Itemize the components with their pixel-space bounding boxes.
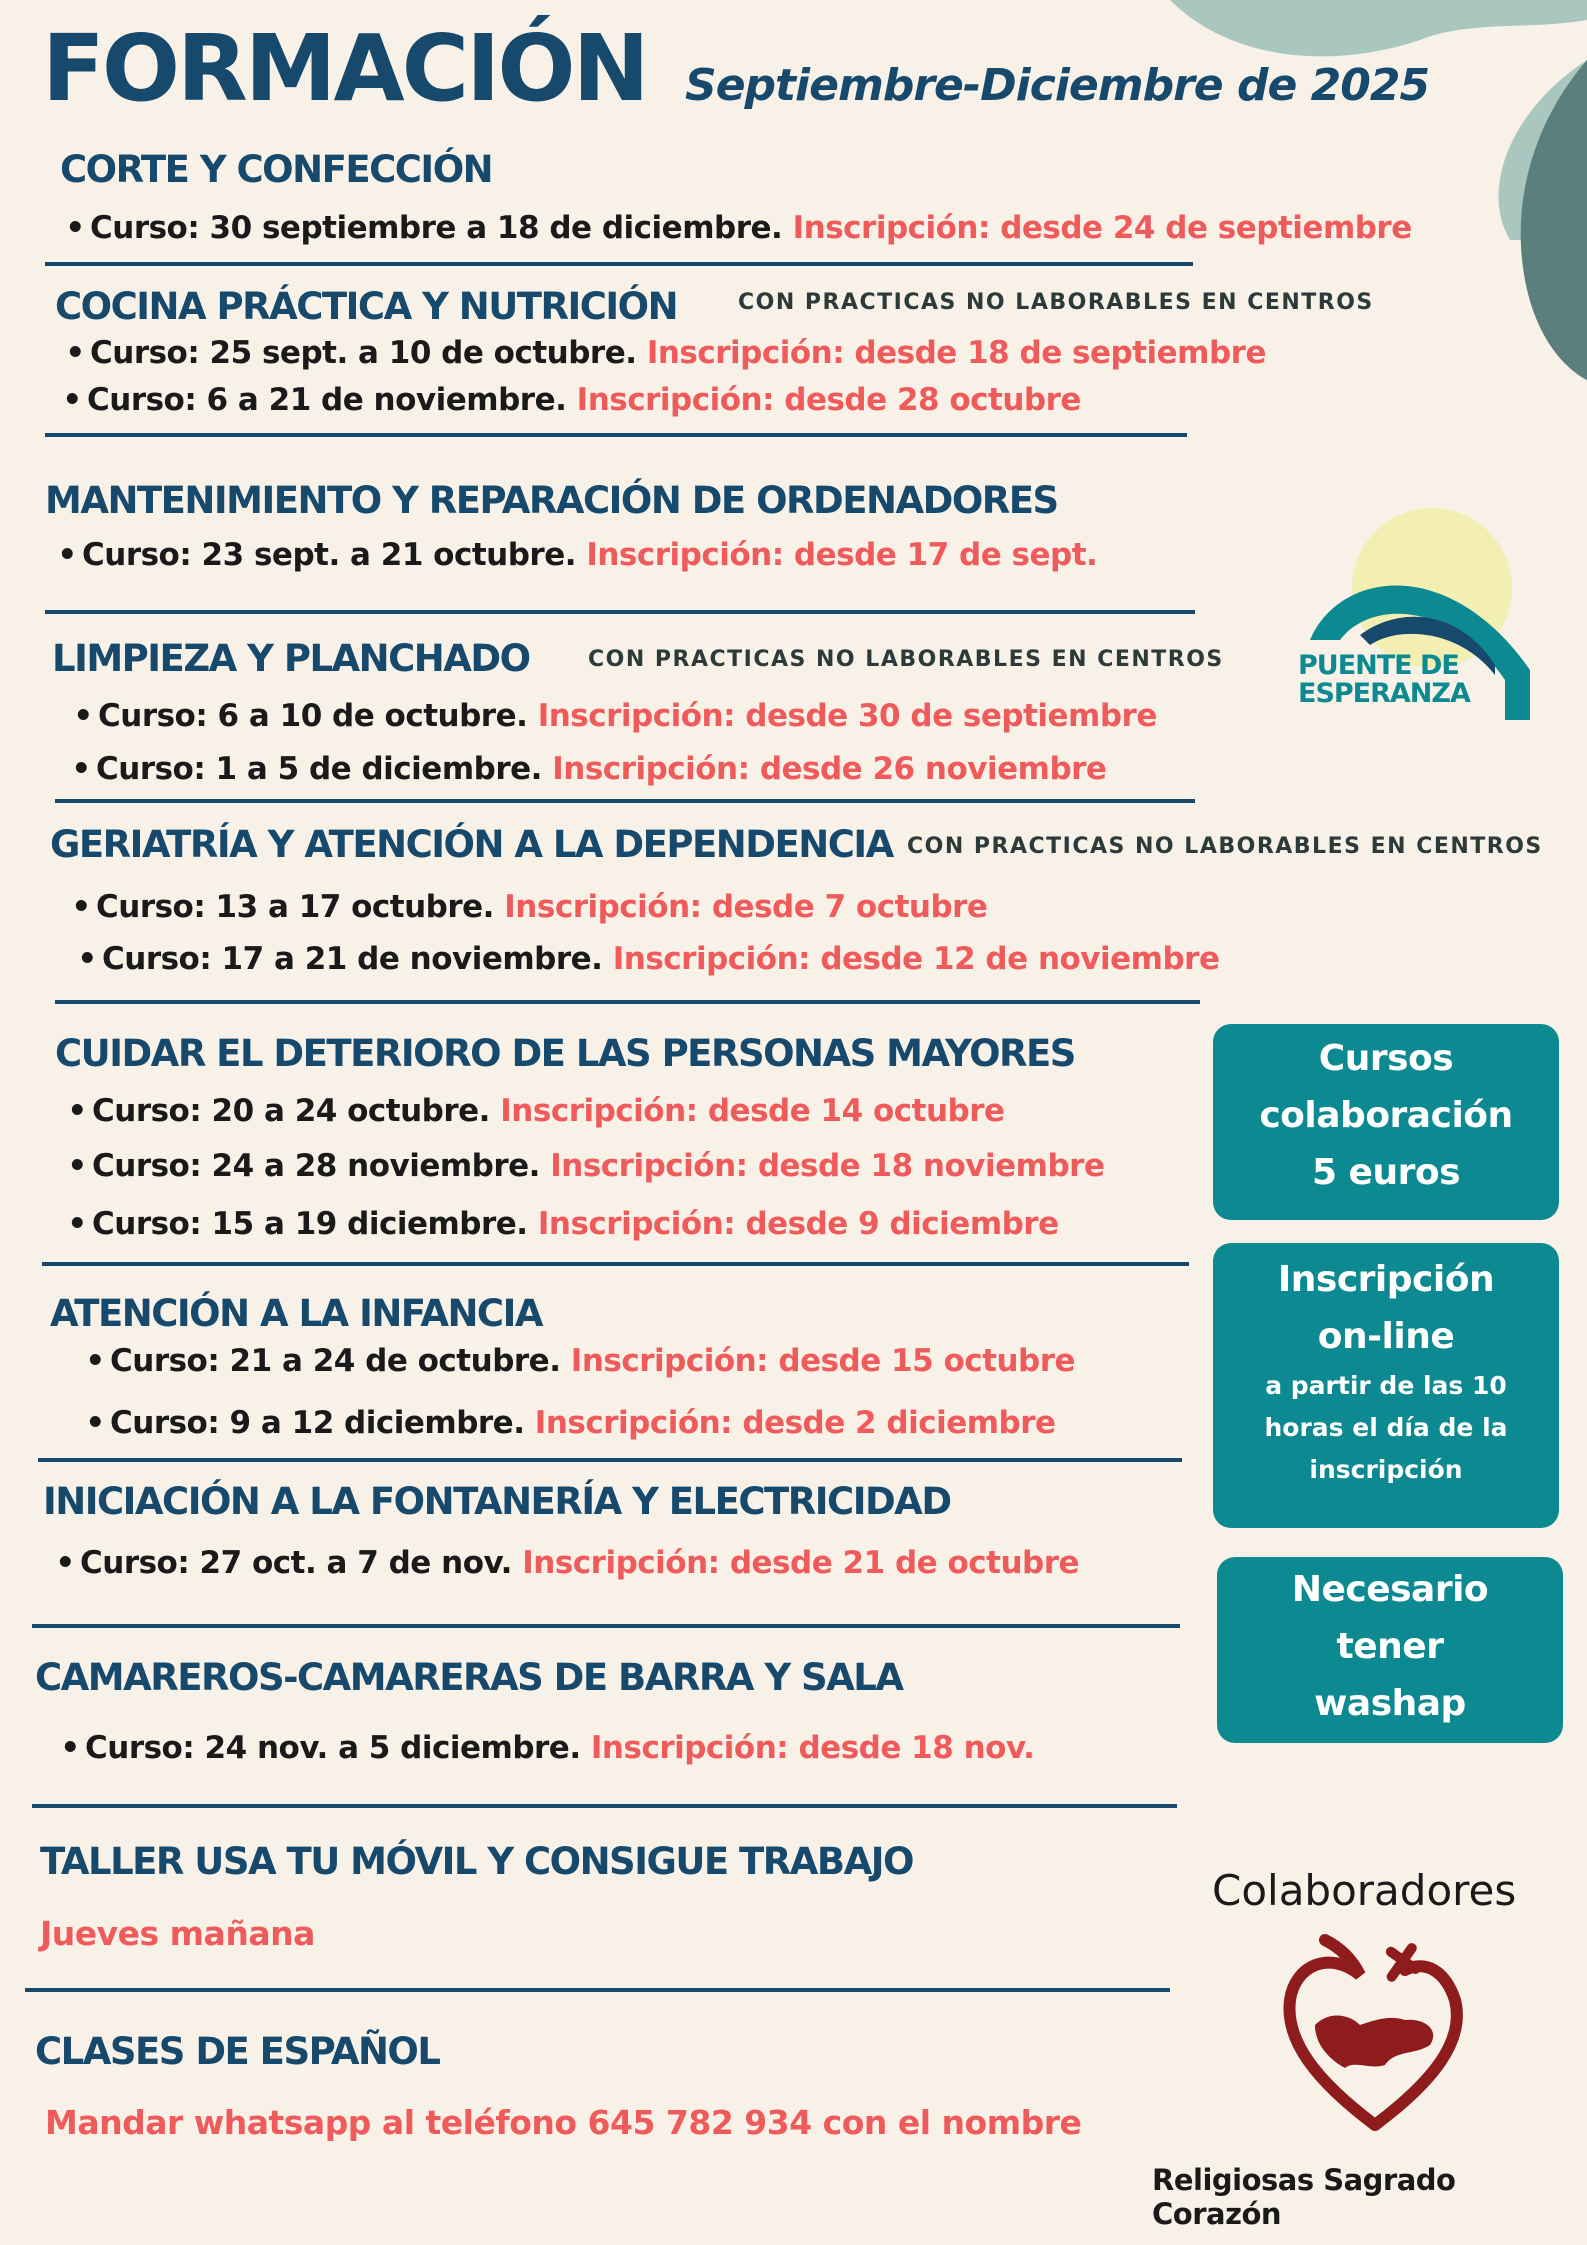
divider <box>55 1000 1200 1004</box>
page-title: FORMACIÓN <box>42 15 647 122</box>
course-line <box>52 537 1097 574</box>
course-dates: Curso: 21 a 24 de octubre. <box>110 1343 561 1379</box>
course-inscription: Inscripción: desde 9 diciembre <box>537 1206 1059 1242</box>
course-line <box>66 889 987 926</box>
bullet-icon: • <box>67 1206 87 1242</box>
course-line <box>80 1405 1056 1442</box>
section-note: CON PRACTICAS NO LABORABLES EN CENTROS <box>907 834 1543 859</box>
logo-line-1: PUENTE DE <box>1298 650 1459 681</box>
course-dates: Curso: 13 a 17 octubre. <box>96 889 494 925</box>
bullet-icon: • <box>77 941 97 977</box>
course-line <box>60 335 1266 372</box>
section-note: CON PRACTICAS NO LABORABLES EN CENTROS <box>738 290 1374 315</box>
info-box-small-line: horas el día de la <box>1264 1413 1508 1442</box>
course-dates: Curso: 27 oct. a 7 de nov. <box>80 1545 512 1581</box>
course-inscription: Inscripción: desde 18 de septiembre <box>646 335 1266 371</box>
course-inscription: Inscripción: desde 18 nov. <box>590 1730 1035 1766</box>
section-title-fontaneria: INICIACIÓN A LA FONTANERÍA Y ELECTRICIDAD <box>43 1480 951 1523</box>
divider <box>25 1988 1170 1992</box>
section-title-limpieza: LIMPIEZA Y PLANCHADO <box>52 637 530 680</box>
bullet-icon: • <box>67 1093 87 1129</box>
info-box-price <box>1213 1024 1559 1220</box>
info-box-small-line: a partir de las 10 <box>1265 1371 1507 1400</box>
section-title-taller-movil: TALLER USA TU MÓVIL Y CONSIGUE TRABAJO <box>40 1840 913 1883</box>
course-dates: Curso: 25 sept. a 10 de octubre. <box>90 335 637 371</box>
info-box-whatsapp <box>1217 1557 1563 1743</box>
course-inscription: Inscripción: desde 12 de noviembre <box>612 941 1220 977</box>
bullet-icon: • <box>73 698 93 734</box>
course-inscription: Inscripción: desde 17 de sept. <box>586 537 1098 573</box>
bullet-icon: • <box>85 1343 105 1379</box>
colaborador-name: Religiosas Sagrado Corazón <box>1152 2163 1456 2231</box>
course-inscription: Inscripción: desde 2 diciembre <box>534 1405 1056 1441</box>
section-title-camareros: CAMAREROS-CAMARERAS DE BARRA Y SALA <box>35 1656 903 1699</box>
course-dates: Curso: 30 septiembre a 18 de diciembre. <box>90 210 783 246</box>
bullet-icon: • <box>71 889 91 925</box>
course-inscription: Inscripción: desde 15 octubre <box>570 1343 1076 1379</box>
info-box-line: tener <box>1336 1626 1444 1667</box>
course-dates: Curso: 15 a 19 diciembre. <box>92 1206 528 1242</box>
info-box-line: on-line <box>1317 1316 1455 1357</box>
course-dates: Curso: 9 a 12 diciembre. <box>110 1405 525 1441</box>
section-subline: Jueves mañana <box>40 1914 315 1953</box>
section-title-corte: CORTE Y CONFECCIÓN <box>60 148 493 191</box>
course-line <box>66 751 1106 788</box>
colaboradores-label: Colaboradores <box>1212 1866 1517 1915</box>
divider <box>32 1804 1177 1808</box>
course-line <box>62 1148 1104 1185</box>
dark-teal-leaf <box>1521 60 1587 380</box>
course-dates: Curso: 17 a 21 de noviembre. <box>102 941 603 977</box>
course-dates: Curso: 20 a 24 octubre. <box>92 1093 490 1129</box>
course-line <box>57 382 1081 419</box>
course-line <box>62 1206 1059 1243</box>
course-line <box>72 941 1219 978</box>
course-line <box>68 698 1157 735</box>
info-box-line: Necesario <box>1291 1569 1489 1610</box>
divider <box>42 1262 1189 1266</box>
divider <box>55 799 1195 803</box>
bullet-icon: • <box>65 335 85 371</box>
section-title-espanol: CLASES DE ESPAÑOL <box>35 2030 440 2073</box>
divider <box>38 1458 1182 1462</box>
course-inscription: Inscripción: desde 28 octubre <box>576 382 1081 418</box>
course-line <box>62 1093 1005 1130</box>
section-title-mayores: CUIDAR EL DETERIORO DE LAS PERSONAS MAYORES <box>55 1032 1075 1075</box>
course-line <box>55 1730 1034 1767</box>
course-line <box>80 1343 1075 1380</box>
divider <box>32 1624 1180 1628</box>
info-box-online <box>1213 1243 1559 1528</box>
bullet-icon: • <box>60 1730 80 1766</box>
course-dates: Curso: 6 a 21 de noviembre. <box>87 382 567 418</box>
section-note: CON PRACTICAS NO LABORABLES EN CENTROS <box>588 647 1224 672</box>
section-title-cocina: COCINA PRÁCTICA Y NUTRICIÓN <box>55 285 678 328</box>
section-title-ordenadores: MANTENIMIENTO Y REPARACIÓN DE ORDENADORES <box>45 479 1058 522</box>
course-inscription: Inscripción: desde 18 noviembre <box>550 1148 1105 1184</box>
sage-blob <box>1170 0 1587 56</box>
bullet-icon: • <box>85 1405 105 1441</box>
heart-world-logo-icon <box>1275 1930 1475 2140</box>
info-box-line: 5 euros <box>1311 1152 1461 1193</box>
bullet-icon: • <box>71 751 91 787</box>
course-inscription: Inscripción: desde 7 octubre <box>504 889 988 925</box>
course-line <box>60 210 1412 247</box>
info-box-line: washap <box>1314 1683 1466 1724</box>
course-dates: Curso: 6 a 10 de octubre. <box>98 698 528 734</box>
info-box-line: Inscripción <box>1277 1259 1495 1300</box>
course-dates: Curso: 23 sept. a 21 octubre. <box>82 537 577 573</box>
divider <box>45 610 1195 614</box>
bullet-icon: • <box>67 1148 87 1184</box>
course-dates: Curso: 24 a 28 noviembre. <box>92 1148 540 1184</box>
course-dates: Curso: 24 nov. a 5 diciembre. <box>85 1730 581 1766</box>
bullet-icon: • <box>62 382 82 418</box>
info-box-small-line: inscripción <box>1309 1455 1463 1484</box>
info-box-line: Cursos <box>1318 1038 1454 1079</box>
section-title-infancia: ATENCIÓN A LA INFANCIA <box>50 1292 542 1335</box>
course-dates: Curso: 1 a 5 de diciembre. <box>96 751 542 787</box>
logo-text <box>1298 652 1470 709</box>
logo-line-2: ESPERANZA <box>1298 678 1470 710</box>
course-line <box>50 1545 1079 1582</box>
section-subline: Mandar whatsapp al teléfono 645 782 934 con el nombre <box>45 2103 1082 2142</box>
divider <box>45 433 1187 437</box>
bullet-icon: • <box>55 1545 75 1581</box>
course-inscription: Inscripción: desde 26 noviembre <box>552 751 1107 787</box>
course-inscription: Inscripción: desde 24 de septiembre <box>792 210 1412 246</box>
page-subtitle: Septiembre-Diciembre de 2025 <box>685 60 1430 111</box>
bullet-icon: • <box>57 537 77 573</box>
info-box-line: colaboración <box>1259 1095 1513 1136</box>
course-inscription: Inscripción: desde 14 octubre <box>500 1093 1005 1129</box>
section-title-geriatria: GERIATRÍA Y ATENCIÓN A LA DEPENDENCIA <box>50 823 893 866</box>
course-inscription: Inscripción: desde 21 de octubre <box>522 1545 1080 1581</box>
divider <box>45 262 1193 266</box>
bullet-icon: • <box>65 210 85 246</box>
course-inscription: Inscripción: desde 30 de septiembre <box>537 698 1157 734</box>
